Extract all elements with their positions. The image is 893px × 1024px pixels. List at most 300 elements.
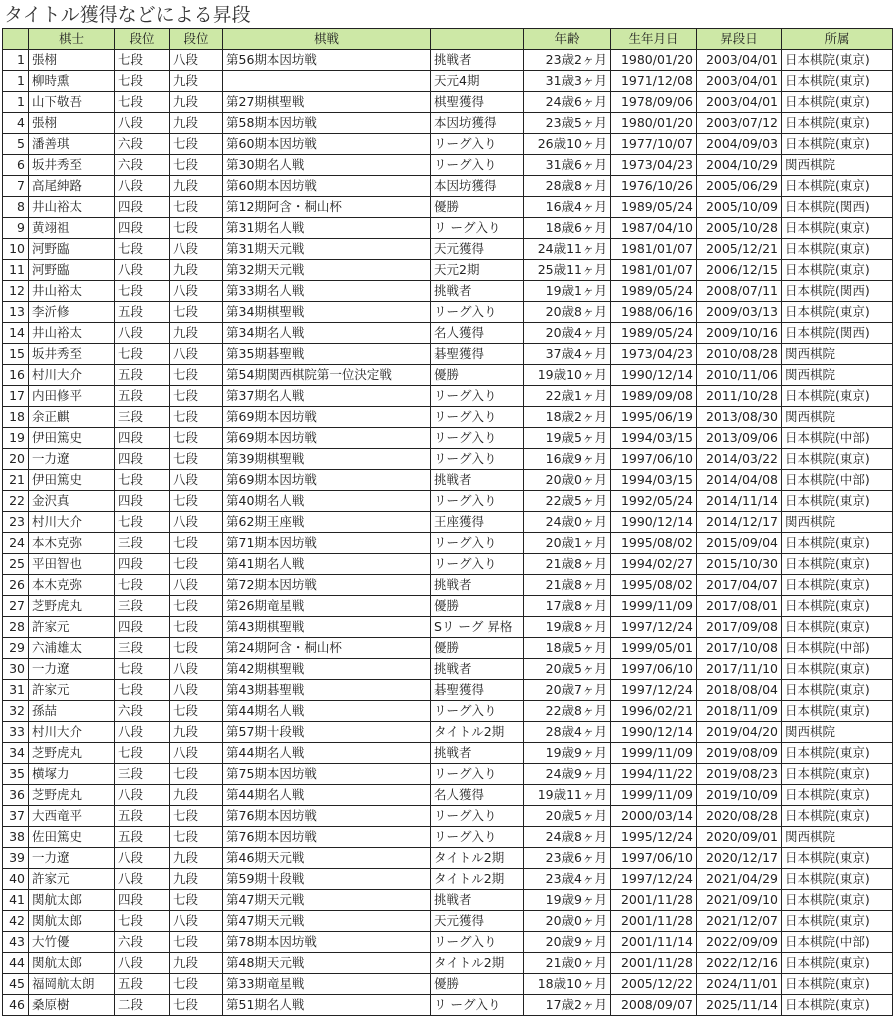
cell-affiliation: 日本棋院(東京) (782, 785, 893, 806)
cell-rank-to: 八段 (170, 743, 223, 764)
table-row (3, 827, 893, 848)
cell-result: 優勝 (431, 974, 524, 995)
cell-promotion-date: 2021/09/10 (697, 890, 782, 911)
cell-promotion-date: 2005/10/09 (697, 197, 782, 218)
cell-result: 天元獲得 (431, 911, 524, 932)
cell-rank-from: 八段 (115, 785, 170, 806)
cell-age: 19歳5ヶ月 (524, 428, 611, 449)
cell-result: 碁聖獲得 (431, 680, 524, 701)
cell-birthdate: 1981/01/07 (611, 239, 697, 260)
cell-affiliation: 日本棋院(東京) (782, 743, 893, 764)
cell-promotion-date: 2004/10/29 (697, 155, 782, 176)
cell-age: 19歳9ヶ月 (524, 743, 611, 764)
cell-age: 20歳5ヶ月 (524, 806, 611, 827)
cell-birthdate: 1997/12/24 (611, 869, 697, 890)
cell-tournament: 第62期王座戦 (223, 512, 431, 533)
cell-promotion-date: 2008/07/11 (697, 281, 782, 302)
cell-birthdate: 1980/01/20 (611, 113, 697, 134)
cell-rank-to: 九段 (170, 869, 223, 890)
cell-affiliation: 関西棋院 (782, 512, 893, 533)
cell-rank-to: 八段 (170, 281, 223, 302)
cell-no: 8 (3, 197, 29, 218)
cell-birthdate: 1987/04/10 (611, 218, 697, 239)
cell-result: リーグ入り (431, 134, 524, 155)
cell-age: 24歳0ヶ月 (524, 512, 611, 533)
cell-player: 本木克弥 (29, 533, 115, 554)
table-row (3, 470, 893, 491)
cell-affiliation: 日本棋院(東京) (782, 848, 893, 869)
cell-affiliation: 日本棋院(東京) (782, 890, 893, 911)
promotion-table (2, 28, 893, 1016)
cell-player: 平田智也 (29, 554, 115, 575)
cell-rank-to: 七段 (170, 554, 223, 575)
cell-result: リーグ入り (431, 827, 524, 848)
cell-rank-from: 四段 (115, 491, 170, 512)
cell-rank-to: 七段 (170, 407, 223, 428)
cell-no: 39 (3, 848, 29, 869)
table-row (3, 554, 893, 575)
cell-rank-to: 七段 (170, 638, 223, 659)
cell-rank-to: 九段 (170, 848, 223, 869)
cell-no: 19 (3, 428, 29, 449)
cell-result: 本因坊獲得 (431, 176, 524, 197)
cell-affiliation: 日本棋院(東京) (782, 911, 893, 932)
cell-rank-to: 九段 (170, 71, 223, 92)
cell-age: 17歳8ヶ月 (524, 596, 611, 617)
cell-birthdate: 1995/08/02 (611, 575, 697, 596)
cell-no: 18 (3, 407, 29, 428)
cell-player: 張栩 (29, 50, 115, 71)
cell-affiliation: 日本棋院(東京) (782, 596, 893, 617)
cell-birthdate: 2008/09/07 (611, 995, 697, 1016)
cell-tournament: 第71期本因坊戦 (223, 533, 431, 554)
cell-age: 31歳6ヶ月 (524, 155, 611, 176)
cell-promotion-date: 2021/04/29 (697, 869, 782, 890)
cell-rank-to: 九段 (170, 785, 223, 806)
cell-rank-from: 五段 (115, 827, 170, 848)
cell-tournament: 第32期天元戦 (223, 260, 431, 281)
table-row (3, 491, 893, 512)
cell-no: 35 (3, 764, 29, 785)
table-row (3, 281, 893, 302)
cell-rank-from: 七段 (115, 92, 170, 113)
table-row (3, 239, 893, 260)
cell-birthdate: 2000/03/14 (611, 806, 697, 827)
cell-age: 22歳1ヶ月 (524, 386, 611, 407)
cell-age: 20歳5ヶ月 (524, 659, 611, 680)
cell-birthdate: 1971/12/08 (611, 71, 697, 92)
table-row (3, 869, 893, 890)
cell-age: 20歳0ヶ月 (524, 470, 611, 491)
cell-tournament (223, 71, 431, 92)
cell-result: リーグ入り (431, 701, 524, 722)
cell-promotion-date: 2005/10/28 (697, 218, 782, 239)
table-row (3, 974, 893, 995)
cell-player: 大竹優 (29, 932, 115, 953)
cell-rank-from: 八段 (115, 113, 170, 134)
cell-no: 1 (3, 92, 29, 113)
cell-player: 許家元 (29, 680, 115, 701)
cell-result: リ ーグ入り (431, 218, 524, 239)
cell-age: 20歳9ヶ月 (524, 932, 611, 953)
cell-result: 挑戦者 (431, 50, 524, 71)
cell-rank-from: 四段 (115, 218, 170, 239)
cell-tournament: 第39期棋聖戦 (223, 449, 431, 470)
cell-affiliation: 日本棋院(東京) (782, 953, 893, 974)
table-row (3, 365, 893, 386)
table-row (3, 302, 893, 323)
cell-affiliation: 日本棋院(東京) (782, 50, 893, 71)
table-row (3, 932, 893, 953)
header-birthdate: 生年月日 (611, 29, 697, 50)
table-row (3, 197, 893, 218)
cell-player: 伊田篤史 (29, 428, 115, 449)
cell-result: タイトル2期 (431, 869, 524, 890)
cell-age: 28歳8ヶ月 (524, 176, 611, 197)
cell-rank-to: 七段 (170, 449, 223, 470)
cell-tournament: 第59期十段戦 (223, 869, 431, 890)
cell-tournament: 第69期本因坊戦 (223, 407, 431, 428)
cell-no: 28 (3, 617, 29, 638)
cell-promotion-date: 2025/11/14 (697, 995, 782, 1016)
cell-affiliation: 日本棋院(東京) (782, 995, 893, 1016)
cell-promotion-date: 2013/08/30 (697, 407, 782, 428)
cell-rank-to: 八段 (170, 470, 223, 491)
cell-tournament: 第60期本因坊戦 (223, 176, 431, 197)
cell-player: 井山裕太 (29, 323, 115, 344)
cell-player: 本木克弥 (29, 575, 115, 596)
cell-rank-from: 七段 (115, 344, 170, 365)
table-row (3, 722, 893, 743)
cell-result: 本因坊獲得 (431, 113, 524, 134)
cell-result: 天元4期 (431, 71, 524, 92)
cell-promotion-date: 2014/03/22 (697, 449, 782, 470)
cell-result: リーグ入り (431, 533, 524, 554)
cell-result: 王座獲得 (431, 512, 524, 533)
cell-tournament: 第56期本因坊戦 (223, 50, 431, 71)
cell-promotion-date: 2017/04/07 (697, 575, 782, 596)
cell-result: リーグ入り (431, 386, 524, 407)
cell-player: 許家元 (29, 869, 115, 890)
header-tournament: 棋戦 (223, 29, 431, 50)
cell-player: 村川大介 (29, 722, 115, 743)
cell-promotion-date: 2006/12/15 (697, 260, 782, 281)
cell-rank-to: 七段 (170, 155, 223, 176)
cell-age: 24歳9ヶ月 (524, 764, 611, 785)
cell-rank-from: 八段 (115, 323, 170, 344)
cell-player: 孫喆 (29, 701, 115, 722)
cell-promotion-date: 2018/08/04 (697, 680, 782, 701)
cell-no: 1 (3, 50, 29, 71)
header-result (431, 29, 524, 50)
cell-affiliation: 関西棋院 (782, 155, 893, 176)
cell-result: リーグ入り (431, 491, 524, 512)
cell-result: 碁聖獲得 (431, 344, 524, 365)
cell-affiliation: 日本棋院(中部) (782, 638, 893, 659)
cell-birthdate: 1988/06/16 (611, 302, 697, 323)
cell-tournament: 第43期碁聖戦 (223, 680, 431, 701)
cell-no: 32 (3, 701, 29, 722)
cell-player: 高尾紳路 (29, 176, 115, 197)
table-row (3, 512, 893, 533)
cell-rank-to: 七段 (170, 890, 223, 911)
cell-result: 優勝 (431, 365, 524, 386)
cell-no: 11 (3, 260, 29, 281)
cell-result: 優勝 (431, 197, 524, 218)
cell-rank-from: 六段 (115, 155, 170, 176)
cell-affiliation: 日本棋院(東京) (782, 113, 893, 134)
cell-age: 22歳5ヶ月 (524, 491, 611, 512)
cell-player: 一力遼 (29, 659, 115, 680)
cell-rank-to: 九段 (170, 953, 223, 974)
table-row (3, 407, 893, 428)
cell-rank-from: 六段 (115, 701, 170, 722)
cell-rank-from: 七段 (115, 659, 170, 680)
cell-birthdate: 2001/11/28 (611, 911, 697, 932)
cell-tournament: 第69期本因坊戦 (223, 428, 431, 449)
cell-tournament: 第27期棋聖戦 (223, 92, 431, 113)
cell-affiliation: 日本棋院(東京) (782, 260, 893, 281)
cell-rank-to: 七段 (170, 491, 223, 512)
table-row (3, 743, 893, 764)
cell-age: 23歳2ヶ月 (524, 50, 611, 71)
cell-birthdate: 1992/05/24 (611, 491, 697, 512)
cell-no: 27 (3, 596, 29, 617)
cell-rank-to: 七段 (170, 365, 223, 386)
cell-affiliation: 日本棋院(東京) (782, 71, 893, 92)
cell-age: 19歳8ヶ月 (524, 617, 611, 638)
cell-rank-from: 五段 (115, 386, 170, 407)
cell-promotion-date: 2019/04/20 (697, 722, 782, 743)
cell-promotion-date: 2015/09/04 (697, 533, 782, 554)
cell-result: タイトル2期 (431, 953, 524, 974)
cell-rank-from: 六段 (115, 932, 170, 953)
table-row (3, 617, 893, 638)
cell-player: 一力遼 (29, 848, 115, 869)
cell-birthdate: 1976/10/26 (611, 176, 697, 197)
cell-tournament: 第78期本因坊戦 (223, 932, 431, 953)
cell-tournament: 第33期竜星戦 (223, 974, 431, 995)
cell-affiliation: 日本棋院(東京) (782, 701, 893, 722)
cell-rank-to: 八段 (170, 659, 223, 680)
cell-birthdate: 1995/06/19 (611, 407, 697, 428)
cell-rank-from: 七段 (115, 911, 170, 932)
cell-affiliation: 日本棋院(東京) (782, 218, 893, 239)
cell-affiliation: 日本棋院(東京) (782, 491, 893, 512)
cell-rank-to: 七段 (170, 596, 223, 617)
cell-birthdate: 1999/11/09 (611, 596, 697, 617)
cell-promotion-date: 2011/10/28 (697, 386, 782, 407)
cell-no: 21 (3, 470, 29, 491)
cell-result: リーグ入り (431, 302, 524, 323)
cell-age: 16歳9ヶ月 (524, 449, 611, 470)
cell-birthdate: 1996/02/21 (611, 701, 697, 722)
cell-tournament: 第57期十段戦 (223, 722, 431, 743)
cell-no: 23 (3, 512, 29, 533)
cell-age: 19歳1ヶ月 (524, 281, 611, 302)
cell-rank-from: 四段 (115, 617, 170, 638)
cell-promotion-date: 2014/11/14 (697, 491, 782, 512)
cell-result: リ ーグ入り (431, 995, 524, 1016)
cell-affiliation: 日本棋院(東京) (782, 680, 893, 701)
cell-player: 芝野虎丸 (29, 596, 115, 617)
cell-player: 坂井秀至 (29, 155, 115, 176)
cell-tournament: 第48期天元戦 (223, 953, 431, 974)
cell-player: 山下敬吾 (29, 92, 115, 113)
cell-tournament: 第24期阿含・桐山杯 (223, 638, 431, 659)
cell-rank-from: 八段 (115, 176, 170, 197)
cell-tournament: 第40期名人戦 (223, 491, 431, 512)
table-row (3, 113, 893, 134)
cell-result: Sリ ーグ 昇格 (431, 617, 524, 638)
cell-no: 1 (3, 71, 29, 92)
cell-player: 内田修平 (29, 386, 115, 407)
cell-tournament: 第43期棋聖戦 (223, 617, 431, 638)
cell-rank-from: 七段 (115, 575, 170, 596)
cell-promotion-date: 2003/04/01 (697, 92, 782, 113)
cell-tournament: 第44期名人戦 (223, 701, 431, 722)
cell-affiliation: 日本棋院(東京) (782, 659, 893, 680)
cell-no: 34 (3, 743, 29, 764)
cell-rank-to: 七段 (170, 701, 223, 722)
cell-age: 18歳10ヶ月 (524, 974, 611, 995)
table-row (3, 386, 893, 407)
cell-no: 24 (3, 533, 29, 554)
cell-result: リーグ入り (431, 407, 524, 428)
cell-rank-from: 五段 (115, 806, 170, 827)
table-row (3, 155, 893, 176)
table-row (3, 701, 893, 722)
cell-birthdate: 1997/12/24 (611, 680, 697, 701)
table-row (3, 848, 893, 869)
cell-rank-to: 八段 (170, 512, 223, 533)
cell-rank-from: 七段 (115, 281, 170, 302)
cell-promotion-date: 2004/09/03 (697, 134, 782, 155)
cell-result: リーグ入り (431, 932, 524, 953)
cell-rank-to: 七段 (170, 764, 223, 785)
cell-affiliation: 日本棋院(東京) (782, 134, 893, 155)
cell-age: 24歳6ヶ月 (524, 92, 611, 113)
cell-rank-to: 九段 (170, 176, 223, 197)
cell-promotion-date: 2013/09/06 (697, 428, 782, 449)
cell-rank-from: 七段 (115, 71, 170, 92)
cell-player: 大西竜平 (29, 806, 115, 827)
cell-affiliation: 日本棋院(東京) (782, 869, 893, 890)
cell-affiliation: 日本棋院(東京) (782, 533, 893, 554)
cell-tournament: 第47期天元戦 (223, 911, 431, 932)
cell-result: 天元2期 (431, 260, 524, 281)
table-row (3, 575, 893, 596)
cell-age: 23歳6ヶ月 (524, 848, 611, 869)
cell-no: 42 (3, 911, 29, 932)
cell-rank-to: 九段 (170, 260, 223, 281)
cell-birthdate: 1989/05/24 (611, 281, 697, 302)
table-row (3, 911, 893, 932)
cell-age: 21歳8ヶ月 (524, 575, 611, 596)
cell-promotion-date: 2017/11/10 (697, 659, 782, 680)
cell-promotion-date: 2014/12/17 (697, 512, 782, 533)
cell-birthdate: 2001/11/14 (611, 932, 697, 953)
cell-affiliation: 日本棋院(東京) (782, 176, 893, 197)
page-title: タイトル獲得などによる昇段 (4, 4, 251, 26)
cell-no: 9 (3, 218, 29, 239)
cell-rank-to: 八段 (170, 911, 223, 932)
cell-tournament: 第60期本因坊戦 (223, 134, 431, 155)
cell-affiliation: 日本棋院(東京) (782, 386, 893, 407)
cell-rank-to: 七段 (170, 932, 223, 953)
table-body (3, 50, 893, 1016)
cell-birthdate: 1973/04/23 (611, 155, 697, 176)
cell-rank-from: 七段 (115, 512, 170, 533)
cell-tournament: 第75期本因坊戦 (223, 764, 431, 785)
cell-birthdate: 1994/11/22 (611, 764, 697, 785)
cell-rank-from: 三段 (115, 638, 170, 659)
cell-tournament: 第58期本因坊戦 (223, 113, 431, 134)
table-row (3, 449, 893, 470)
cell-affiliation: 日本棋院(東京) (782, 239, 893, 260)
table-row (3, 218, 893, 239)
cell-affiliation: 日本棋院(東京) (782, 617, 893, 638)
cell-rank-to: 八段 (170, 50, 223, 71)
cell-birthdate: 1990/12/14 (611, 512, 697, 533)
cell-tournament: 第46期天元戦 (223, 848, 431, 869)
cell-no: 4 (3, 113, 29, 134)
cell-player: 芝野虎丸 (29, 743, 115, 764)
table-row (3, 134, 893, 155)
cell-no: 46 (3, 995, 29, 1016)
cell-player: 村川大介 (29, 512, 115, 533)
cell-rank-to: 八段 (170, 344, 223, 365)
cell-player: 河野臨 (29, 260, 115, 281)
table-row (3, 596, 893, 617)
cell-rank-to: 七段 (170, 134, 223, 155)
cell-affiliation: 日本棋院(東京) (782, 806, 893, 827)
table-row (3, 680, 893, 701)
cell-player: 横塚力 (29, 764, 115, 785)
header-age: 年齢 (524, 29, 611, 50)
cell-rank-to: 七段 (170, 428, 223, 449)
cell-promotion-date: 2024/11/01 (697, 974, 782, 995)
cell-tournament: 第31期名人戦 (223, 218, 431, 239)
cell-affiliation: 日本棋院(関西) (782, 281, 893, 302)
cell-rank-from: 二段 (115, 995, 170, 1016)
cell-rank-to: 九段 (170, 92, 223, 113)
cell-player: 桑原樹 (29, 995, 115, 1016)
cell-player: 許家元 (29, 617, 115, 638)
cell-age: 20歳1ヶ月 (524, 533, 611, 554)
cell-age: 19歳11ヶ月 (524, 785, 611, 806)
cell-no: 15 (3, 344, 29, 365)
cell-birthdate: 1994/03/15 (611, 428, 697, 449)
cell-birthdate: 2005/12/22 (611, 974, 697, 995)
cell-affiliation: 日本棋院(東京) (782, 92, 893, 113)
header-no (3, 29, 29, 50)
cell-affiliation: 関西棋院 (782, 722, 893, 743)
cell-promotion-date: 2018/11/09 (697, 701, 782, 722)
cell-tournament: 第44期名人戦 (223, 785, 431, 806)
cell-rank-to: 七段 (170, 302, 223, 323)
cell-rank-from: 七段 (115, 680, 170, 701)
cell-no: 30 (3, 659, 29, 680)
cell-player: 芝野虎丸 (29, 785, 115, 806)
cell-promotion-date: 2022/09/09 (697, 932, 782, 953)
cell-birthdate: 1997/06/10 (611, 659, 697, 680)
cell-birthdate: 1981/01/07 (611, 260, 697, 281)
cell-affiliation: 関西棋院 (782, 407, 893, 428)
cell-birthdate: 1990/12/14 (611, 365, 697, 386)
cell-birthdate: 1999/11/09 (611, 743, 697, 764)
cell-rank-from: 八段 (115, 722, 170, 743)
